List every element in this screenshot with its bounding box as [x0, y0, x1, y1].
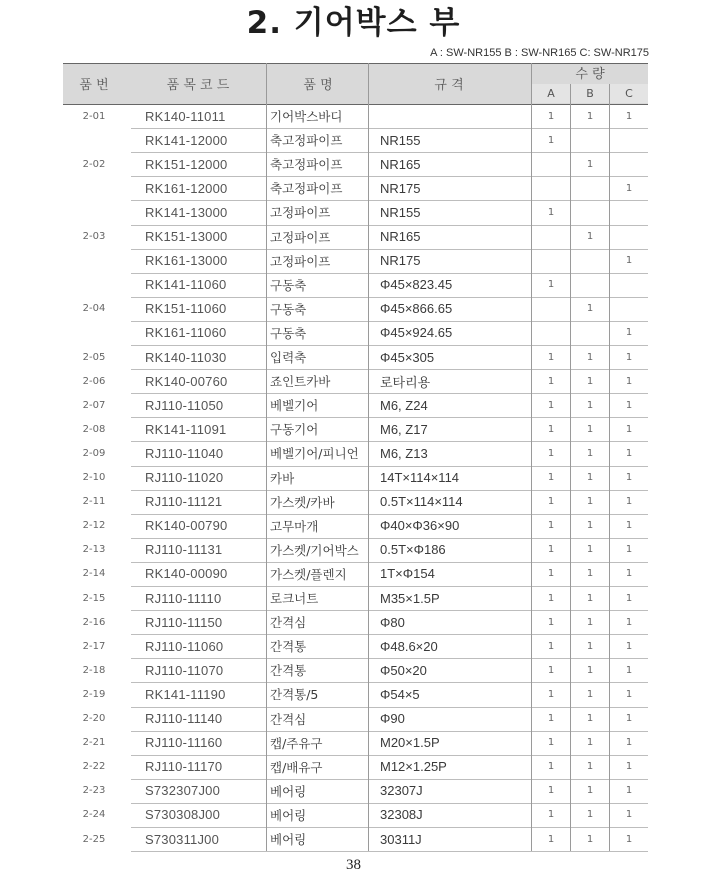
table-row	[63, 490, 648, 514]
item-name-cell: 간격심	[270, 615, 307, 631]
table-row	[63, 225, 648, 249]
table-row	[63, 466, 648, 490]
part-number-cell: 2-01	[82, 110, 106, 122]
item-code-cell: RJ110-11110	[145, 590, 222, 606]
item-name-cell: 기어박스바디	[270, 109, 343, 124]
spec-cell: 32308J	[380, 807, 423, 823]
spec-cell: NR165	[380, 229, 421, 244]
item-name-cell: 간격심	[270, 711, 307, 727]
qty-c-cell: 1	[625, 785, 633, 797]
qty-b-cell	[571, 200, 609, 224]
qty-c-cell: 1	[625, 327, 633, 339]
table-row	[63, 176, 648, 200]
item-code-cell: RJ110-11121	[145, 494, 223, 510]
qty-a-cell: 1	[547, 688, 555, 700]
qty-c-cell: 1	[625, 496, 633, 508]
item-code-cell: RJ110-11020	[145, 470, 224, 485]
item-code-cell: RK141-11091	[145, 421, 227, 437]
qty-a-cell	[532, 249, 570, 273]
qty-b-cell: 1	[586, 713, 594, 724]
header-spec: 규 격	[434, 77, 464, 93]
qty-a-cell: 1	[547, 279, 555, 291]
table-row	[63, 803, 648, 827]
item-name-cell: 구동축	[270, 277, 307, 293]
table-row	[63, 755, 648, 779]
qty-b-cell	[571, 176, 609, 200]
column-divider	[368, 63, 369, 851]
qty-c-cell: 1	[625, 399, 633, 411]
header-part-no: 품 번	[79, 77, 109, 93]
qty-a-cell: 1	[547, 423, 555, 435]
part-number-cell: 2-08	[82, 423, 106, 435]
table-row	[63, 152, 648, 176]
part-number-cell: 2-12	[82, 520, 106, 532]
qty-a-cell: 1	[547, 568, 555, 580]
part-number-cell: 2-10	[82, 472, 106, 483]
item-name-cell: 간격통/5	[270, 687, 319, 703]
page-title: 2. 기어박스 부	[246, 5, 461, 41]
qty-c-cell: 1	[625, 737, 633, 749]
qty-b-cell: 1	[586, 158, 594, 170]
table-row	[63, 731, 648, 755]
item-code-cell: RK141-11190	[145, 686, 226, 702]
spec-cell: Φ45×305	[380, 349, 435, 365]
qty-b-cell	[571, 128, 609, 152]
qty-c-cell: 1	[625, 255, 633, 267]
qty-a-cell: 1	[547, 664, 555, 676]
item-code-cell: S730311J00	[145, 831, 220, 847]
qty-c-cell	[610, 297, 648, 321]
qty-a-cell: 1	[547, 713, 555, 724]
header-item-name: 품 명	[303, 77, 333, 93]
spec-cell: M6, Z13	[380, 445, 428, 461]
item-name-cell: 베벨기어/피니언	[270, 446, 359, 462]
spec-cell: Φ90	[380, 711, 405, 726]
spec-cell: M35×1.5P	[380, 590, 440, 606]
spec-cell: 로타리용	[380, 374, 431, 390]
spec-cell: NR175	[380, 180, 421, 196]
qty-c-cell: 1	[625, 640, 633, 652]
part-number-cell: 2-22	[82, 761, 106, 773]
table-row	[63, 297, 648, 321]
qty-a-cell: 1	[547, 472, 555, 483]
qty-b-cell: 1	[586, 399, 594, 411]
qty-a-cell: 1	[547, 785, 555, 797]
item-code-cell: RK140-11030	[145, 349, 227, 365]
item-name-cell: 캡/배유구	[270, 759, 323, 775]
part-number-cell: 2-17	[82, 640, 106, 652]
spec-cell: 32307J	[380, 783, 423, 799]
item-name-cell: 카바	[270, 470, 295, 486]
header-qty-c: C	[610, 84, 648, 103]
table-row	[63, 104, 648, 128]
qty-b-cell: 1	[586, 809, 594, 821]
item-code-cell: RJ110-11050	[145, 397, 224, 413]
item-name-cell: 축고정파이프	[270, 157, 343, 173]
qty-b-cell: 1	[586, 423, 594, 435]
part-number-cell: 2-21	[82, 737, 106, 749]
header-qty-a: A	[532, 84, 570, 103]
item-code-cell: RK140-00760	[145, 373, 228, 389]
table-row	[63, 417, 648, 441]
page-number: 38	[346, 857, 361, 873]
qty-a-cell	[532, 152, 570, 176]
item-name-cell: 입력축	[270, 350, 307, 365]
qty-b-cell: 1	[586, 640, 594, 652]
qty-b-cell: 1	[586, 544, 594, 556]
qty-c-cell: 1	[625, 809, 633, 821]
item-name-cell: 구동축	[270, 325, 307, 341]
column-divider	[531, 63, 532, 851]
spec-cell: 14T×114×114	[380, 470, 460, 485]
item-code-cell: RK141-11060	[145, 277, 227, 293]
table-row	[63, 586, 648, 610]
item-name-cell: 간격통	[270, 639, 307, 655]
item-code-cell: RJ110-11040	[145, 445, 224, 461]
item-name-cell: 고정파이프	[270, 205, 331, 221]
column-divider	[266, 63, 267, 851]
item-code-cell: RJ110-11150	[145, 614, 223, 630]
qty-b-cell: 1	[586, 520, 594, 532]
item-name-cell: 로크너트	[270, 591, 319, 606]
qty-c-cell: 1	[625, 713, 633, 724]
item-code-cell: RJ110-11170	[145, 759, 223, 775]
qty-a-cell: 1	[547, 761, 555, 773]
qty-c-cell: 1	[625, 423, 633, 435]
table-row	[63, 128, 648, 152]
part-number-cell: 2-11	[82, 496, 106, 508]
spec-cell: NR175	[380, 253, 421, 269]
qty-c-cell: 1	[625, 616, 633, 628]
qty-b-cell: 1	[586, 351, 594, 363]
table-row	[63, 273, 648, 297]
item-code-cell: RK161-13000	[145, 253, 228, 269]
qty-c-cell	[610, 225, 648, 249]
qty-c-cell: 1	[625, 833, 633, 845]
qty-b-cell: 1	[586, 592, 594, 604]
spec-cell: M6, Z17	[380, 421, 428, 437]
qty-b-cell: 1	[586, 496, 594, 508]
table-row	[63, 441, 648, 465]
item-name-cell: 축고정파이프	[270, 181, 343, 197]
table-row	[63, 682, 648, 706]
part-number-cell: 2-05	[82, 351, 106, 363]
spec-cell: NR155	[380, 204, 421, 220]
table-row	[63, 610, 648, 634]
item-code-cell: RK141-12000	[145, 132, 228, 148]
qty-a-cell: 1	[547, 134, 555, 146]
spec-cell: 0.5T×Φ186	[380, 542, 446, 558]
qty-c-cell: 1	[625, 182, 633, 194]
item-name-cell: 구동축	[270, 301, 307, 317]
qty-b-cell: 1	[586, 231, 594, 242]
item-name-cell: 고무마개	[270, 518, 319, 534]
spec-cell: M6, Z24	[380, 397, 428, 413]
table-row	[63, 249, 648, 273]
qty-a-cell	[532, 321, 570, 345]
part-number-cell: 2-24	[82, 809, 106, 821]
part-number-cell: 2-06	[82, 375, 106, 387]
item-name-cell: 고정파이프	[270, 253, 331, 269]
qty-b-cell: 1	[586, 110, 594, 122]
part-number-cell	[63, 200, 125, 224]
table-row	[63, 827, 648, 851]
qty-a-cell: 1	[547, 544, 555, 556]
column-divider	[609, 84, 610, 851]
qty-b-cell: 1	[586, 568, 594, 580]
qty-b-cell: 1	[586, 737, 594, 749]
part-number-cell: 2-23	[82, 785, 106, 797]
item-name-cell: 가스켓/기어박스	[270, 542, 359, 558]
item-code-cell: RK140-11011	[145, 108, 226, 124]
item-code-cell: RJ110-11140	[145, 711, 223, 726]
qty-a-cell: 1	[547, 640, 555, 652]
table-row	[63, 707, 648, 731]
header-item-code: 품 목 코 드	[166, 77, 230, 93]
qty-b-cell: 1	[586, 664, 594, 676]
qty-a-cell: 1	[547, 351, 555, 363]
part-number-cell	[63, 273, 125, 297]
qty-c-cell: 1	[625, 110, 633, 122]
qty-c-cell: 1	[625, 688, 633, 700]
item-name-cell: 구동기어	[270, 422, 319, 438]
qty-c-cell	[610, 128, 648, 152]
spec-cell: NR165	[380, 156, 421, 172]
spec-cell	[374, 104, 530, 128]
spec-cell: Φ80	[380, 614, 405, 630]
qty-c-cell: 1	[625, 351, 633, 363]
spec-cell: Φ45×823.45	[380, 277, 453, 293]
model-legend: A : SW-NR155 B : SW-NR165 C: SW-NR175	[430, 47, 649, 59]
item-name-cell: 베어링	[270, 807, 307, 823]
table-row	[63, 779, 648, 803]
spec-cell: Φ54×5	[380, 686, 420, 702]
qty-c-cell: 1	[625, 761, 633, 773]
qty-a-cell: 1	[547, 592, 555, 604]
item-name-cell: 죠인트카바	[270, 374, 331, 390]
qty-a-cell: 1	[547, 206, 555, 218]
spec-cell: NR155	[380, 132, 421, 148]
spec-cell: Φ45×866.65	[380, 301, 453, 317]
qty-a-cell: 1	[547, 616, 555, 628]
qty-a-cell: 1	[547, 447, 555, 459]
qty-c-cell: 1	[625, 664, 633, 676]
spec-cell: Φ45×924.65	[380, 325, 453, 341]
item-code-cell: S732307J00	[145, 783, 221, 799]
qty-c-cell	[610, 152, 648, 176]
qty-a-cell	[532, 225, 570, 249]
qty-c-cell: 1	[625, 472, 633, 483]
qty-a-cell: 1	[547, 399, 555, 411]
item-code-cell: RK151-13000	[145, 229, 228, 244]
part-number-cell	[63, 128, 125, 152]
item-code-cell: RJ110-11131	[145, 542, 223, 558]
part-number-cell: 2-19	[82, 688, 106, 700]
qty-c-cell: 1	[625, 520, 633, 532]
table-row	[63, 321, 648, 345]
table-row	[63, 200, 648, 224]
item-code-cell: RK140-00090	[145, 566, 228, 582]
spec-cell: M12×1.25P	[380, 759, 447, 775]
qty-b-cell: 1	[586, 833, 594, 845]
item-name-cell: 가스켓/플렌지	[270, 566, 347, 582]
qty-a-cell: 1	[547, 520, 555, 532]
qty-a-cell: 1	[547, 809, 555, 821]
spec-cell: Φ48.6×20	[380, 638, 438, 654]
table-row	[63, 369, 648, 393]
spec-cell: 0.5T×114×114	[380, 494, 463, 510]
qty-b-cell: 1	[586, 447, 594, 459]
part-number-cell: 2-09	[82, 447, 106, 459]
table-row	[63, 658, 648, 682]
header-quantity: 수 량	[575, 67, 605, 82]
qty-a-cell	[532, 176, 570, 200]
qty-b-cell: 1	[586, 785, 594, 797]
qty-c-cell	[610, 273, 648, 297]
spec-cell: 30311J	[380, 831, 422, 847]
qty-b-cell: 1	[586, 303, 594, 315]
item-code-cell: RK161-12000	[145, 180, 228, 196]
part-number-cell: 2-16	[82, 616, 106, 628]
item-code-cell: RJ110-11070	[145, 662, 224, 678]
qty-c-cell: 1	[625, 375, 633, 387]
item-code-cell: RK151-11060	[145, 301, 227, 317]
qty-b-cell: 1	[586, 761, 594, 773]
part-number-cell: 2-03	[82, 231, 106, 242]
row-divider	[131, 851, 648, 852]
item-code-cell: RK140-00790	[145, 518, 228, 534]
part-number-cell: 2-15	[82, 592, 106, 604]
qty-c-cell: 1	[625, 592, 633, 604]
table-row	[63, 345, 648, 369]
qty-c-cell: 1	[625, 544, 633, 556]
qty-b-cell	[571, 321, 609, 345]
qty-b-cell: 1	[586, 472, 594, 483]
qty-a-cell: 1	[547, 737, 555, 749]
part-number-cell: 2-02	[82, 158, 106, 170]
table-row	[63, 514, 648, 538]
item-name-cell: 가스켓/카바	[270, 494, 335, 510]
item-name-cell: 축고정파이프	[270, 133, 343, 149]
qty-a-cell: 1	[547, 375, 555, 387]
qty-c-cell: 1	[625, 568, 633, 580]
item-code-cell: RK151-12000	[145, 156, 228, 172]
spec-cell: Φ50×20	[380, 662, 427, 678]
item-name-cell: 캡/주유구	[270, 735, 323, 751]
qty-b-cell: 1	[586, 616, 594, 628]
part-number-cell	[63, 176, 125, 200]
table-row	[63, 538, 648, 562]
qty-a-cell	[532, 297, 570, 321]
table-row	[63, 562, 648, 586]
qty-a-cell: 1	[547, 833, 555, 845]
header-qty-b: B	[571, 84, 609, 103]
item-name-cell: 베어링	[270, 783, 307, 799]
qty-a-cell: 1	[547, 110, 555, 122]
item-code-cell: RK141-13000	[145, 204, 228, 220]
part-number-cell: 2-20	[82, 713, 106, 724]
spec-cell: Φ40×Φ36×90	[380, 518, 460, 534]
part-number-cell: 2-13	[82, 544, 106, 556]
item-name-cell: 고정파이프	[270, 229, 331, 245]
qty-b-cell	[571, 249, 609, 273]
item-code-cell: S730308J00	[145, 807, 221, 823]
item-code-cell: RJ110-11060	[145, 638, 224, 654]
item-code-cell: RK161-11060	[145, 325, 227, 341]
qty-b-cell: 1	[586, 375, 594, 387]
item-name-cell: 간격통	[270, 663, 307, 679]
part-number-cell	[63, 249, 125, 273]
item-name-cell: 베벨기어	[270, 398, 319, 414]
part-number-cell: 2-25	[82, 833, 106, 845]
spec-cell: 1T×Φ154	[380, 566, 435, 582]
part-number-cell: 2-18	[82, 664, 106, 676]
part-number-cell: 2-04	[82, 303, 106, 315]
item-name-cell: 베어링	[270, 832, 307, 847]
part-number-cell: 2-07	[82, 399, 106, 411]
qty-b-cell	[571, 273, 609, 297]
table-row	[63, 393, 648, 417]
part-number-cell	[63, 321, 125, 345]
spec-cell: M20×1.5P	[380, 735, 440, 751]
qty-b-cell: 1	[586, 688, 594, 700]
item-code-cell: RJ110-11160	[145, 735, 223, 751]
column-divider	[570, 84, 571, 851]
qty-c-cell	[610, 200, 648, 224]
qty-a-cell: 1	[547, 496, 555, 508]
part-number-cell: 2-14	[82, 568, 106, 580]
table-row	[63, 634, 648, 658]
qty-c-cell: 1	[625, 447, 633, 459]
